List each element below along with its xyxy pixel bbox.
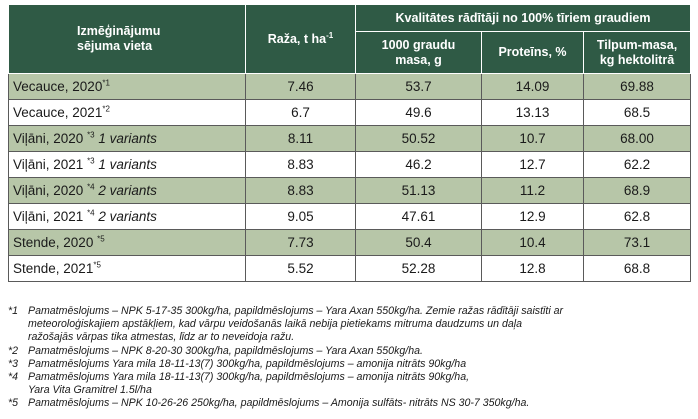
header-yield (246, 5, 356, 74)
cell-yield: 8.83 (246, 152, 356, 178)
footnote-line: Pamatmēslojums Yara mila 18-11-13(7) 300kg/ha, papildmēslojums – amonija nitrāts 90kg/ha (28, 357, 467, 370)
cell-place (9, 100, 246, 126)
cell-tgw: 49.6 (356, 100, 482, 126)
cell-hectoliter: 68.5 (584, 100, 691, 126)
cell-place (9, 204, 246, 230)
place-text: Stende, 2021 (13, 261, 94, 276)
variant-text: 2 variants (94, 209, 157, 224)
header-yield-sup: -1 (326, 30, 334, 40)
cell-yield: 6.7 (246, 100, 356, 126)
cell-hectoliter: 62.8 (584, 204, 691, 230)
table-row (9, 126, 691, 152)
footnote-line: Yara Vita Gramitrel 1.5l/ha (28, 384, 152, 397)
cell-tgw: 47.61 (356, 204, 482, 230)
footnotes (8, 305, 690, 411)
table-body (9, 74, 691, 282)
footnote (8, 397, 690, 410)
cell-tgw: 50.52 (356, 126, 482, 152)
cell-hectoliter: 68.00 (584, 126, 691, 152)
cell-place (9, 178, 246, 204)
cell-tgw: 51.13 (356, 178, 482, 204)
header-tgw-line1: 1000 graudu (381, 37, 456, 52)
cell-yield: 7.46 (246, 74, 356, 100)
cell-tgw: 52.28 (356, 256, 482, 282)
place-sup: *1 (102, 78, 110, 88)
cell-hectoliter: 68.8 (584, 256, 691, 282)
footnote-mark: *1 (8, 305, 19, 317)
cell-protein: 11.2 (482, 178, 584, 204)
cell-tgw: 50.4 (356, 230, 482, 256)
cell-hectoliter: 68.9 (584, 178, 691, 204)
cell-hectoliter: 73.1 (584, 230, 691, 256)
footnote-line: Pamatmēslojums – NPK 8-20-30 300kg/ha, papildmēslojums – Yara Axan 550kg/ha. (28, 344, 423, 357)
cell-place (9, 256, 246, 282)
variant-text: 2 variants (94, 183, 157, 198)
table-row (9, 178, 691, 204)
cell-hectoliter: 69.88 (584, 74, 691, 100)
cell-hectoliter: 62.2 (584, 152, 691, 178)
cell-place (9, 230, 246, 256)
cell-protein: 10.4 (482, 230, 584, 256)
place-text: Viļāni, 2020 (13, 183, 88, 198)
place-text: Viļāni, 2021 (13, 209, 88, 224)
header-location-line2: sējuma vieta (77, 39, 153, 53)
footnote-line: Pamatmēslojums Yara mila 18-11-13(7) 300kg/ha, papildmēslojums – amonija nitrāts 90kg/ha, (28, 371, 470, 384)
cell-protein: 10.7 (482, 126, 584, 152)
table-row (9, 74, 691, 100)
results-table (8, 4, 691, 282)
cell-yield: 8.11 (246, 126, 356, 152)
cell-tgw: 46.2 (356, 152, 482, 178)
header-tgw (356, 32, 482, 74)
footnote-line: Pamatmēslojums – NPK 10-26-26 250kg/ha, papildmēslojums – Amonija sulfāts- nitrāts NS 30-7 350kg/ha. (28, 397, 530, 410)
place-sup: *5 (93, 260, 101, 270)
header-hectoliter-line2: kg hektolitrā (599, 52, 675, 67)
header-hectoliter-line1: Tilpum-masa, (596, 37, 678, 52)
table-row (9, 100, 691, 126)
footnote-mark: *2 (8, 344, 19, 357)
place-sup: *4 (87, 208, 95, 218)
footnote (8, 345, 690, 358)
footnote-line: meteoroloģiskajiem apstākļiem, kad vārpu veidošanās laikā nebija pietiekams mitruma daudzums un daļa (28, 318, 523, 331)
header-protein: Proteīns, % (482, 32, 584, 74)
table-row (9, 256, 691, 282)
cell-protein: 12.7 (482, 152, 584, 178)
cell-protein: 13.13 (482, 100, 584, 126)
footnote-line: Pamatmēslojums – NPK 5-17-35 300kg/ha, papildmēslojums – Yara Axan 550kg/ha. Zemie ražas rādītāji saistīti ar (28, 305, 564, 317)
header-tgw-line2: masa, g (395, 52, 442, 67)
place-text: Stende, 2020 (13, 235, 98, 250)
cell-yield: 8.83 (246, 178, 356, 204)
place-sup: *3 (87, 130, 95, 140)
place-sup: *4 (87, 182, 95, 192)
cell-tgw: 53.7 (356, 74, 482, 100)
place-text: Vecauce, 2020 (13, 79, 103, 94)
table-row (9, 230, 691, 256)
cell-protein: 12.8 (482, 256, 584, 282)
footnote-mark: *5 (8, 397, 19, 410)
cell-yield: 9.05 (246, 204, 356, 230)
variant-text: 1 variants (94, 157, 157, 172)
header-location-line1: Izmēģinājumu (77, 24, 161, 38)
footnote-mark: *4 (8, 371, 19, 384)
header-location (9, 5, 246, 74)
variant-text: 1 variants (94, 131, 157, 146)
place-sup: *3 (87, 156, 95, 166)
table-header (9, 5, 691, 74)
cell-place (9, 126, 246, 152)
cell-yield: 5.52 (246, 256, 356, 282)
footnote-mark: *3 (8, 357, 19, 370)
place-text: Viļāni, 2021 (13, 157, 88, 172)
cell-place (9, 152, 246, 178)
cell-yield: 7.73 (246, 230, 356, 256)
cell-protein: 12.9 (482, 204, 584, 230)
footnote (8, 371, 690, 397)
table-row (9, 152, 691, 178)
cell-place (9, 74, 246, 100)
place-sup: *5 (97, 234, 105, 244)
footnote-line: ražošajās vārpas tika atmestas, līdz ar to neveidoja ražu. (28, 331, 295, 344)
footnote (8, 358, 690, 371)
place-text: Vecauce, 2021 (13, 105, 103, 120)
header-quality-group: Kvalitātes rādītāji no 100% tīriem graudiem (356, 5, 691, 32)
cell-protein: 14.09 (482, 74, 584, 100)
place-sup: *2 (102, 104, 110, 114)
footnote (8, 305, 690, 345)
table-row (9, 204, 691, 230)
header-hectoliter (584, 32, 691, 74)
header-yield-label: Raža, t ha (267, 31, 327, 46)
place-text: Viļāni, 2020 (13, 131, 88, 146)
